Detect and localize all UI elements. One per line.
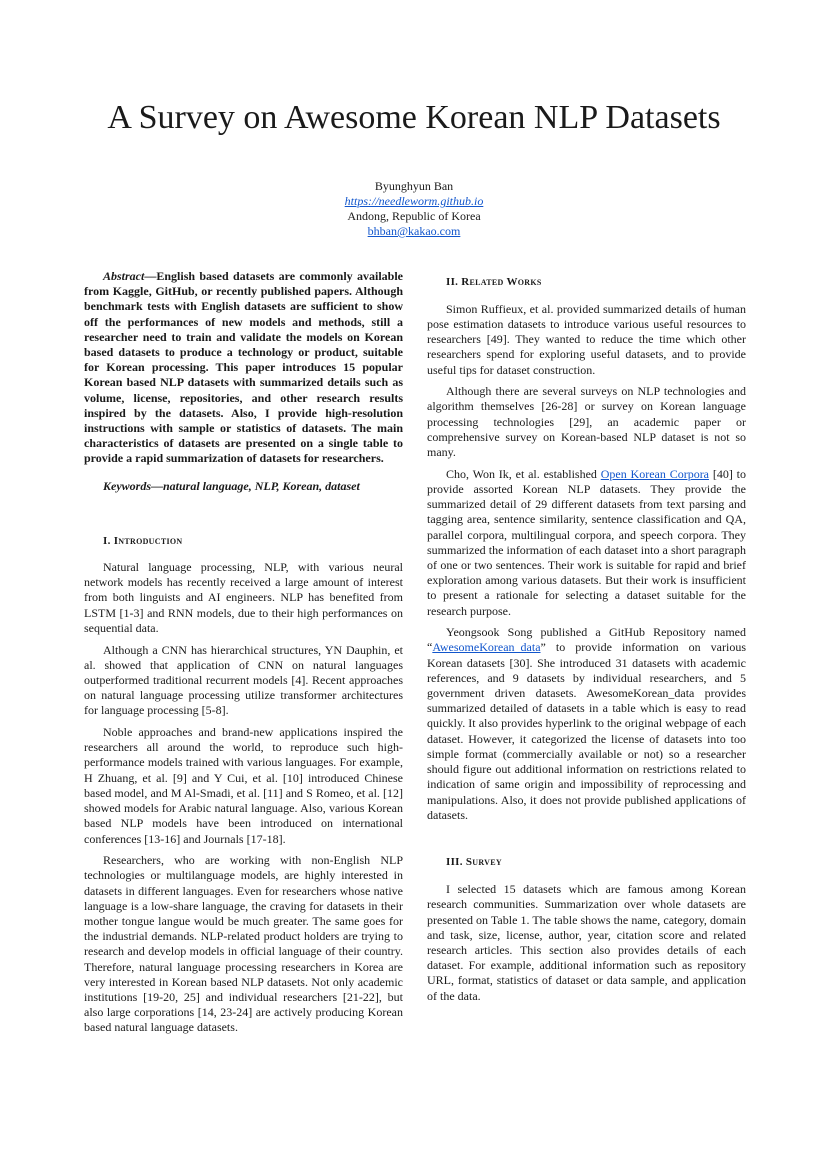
abstract-label: Abstract [103,269,145,283]
author-email-link[interactable]: bhban@kakao.com [367,224,461,238]
awesomekorean-data-link[interactable]: AwesomeKorean_data [432,640,541,655]
intro-paragraph-4: Researchers, who are working with non-English NLP technologies or multilanguage models, are highly interested in datasets in different languages. Even for researchers whose native language is a low-share language, the craving for datasets in their mother tongue langue would be much greater. The same goes for the industrial demands. NLP-related product holders are trying to research and develop models in official language of their country. Therefore, natural language processing researchers in Korea are very interested in Korean based NLP datasets. Not only academic institutions [19-20, 25] and individual researchers [21-22], but also large corporations [14, 23-24] are actively producing Korean based natural language datasets. [84,853,403,1035]
author-block [0,179,828,239]
intro-paragraph-2: Although a CNN has hierarchical structures, YN Dauphin, et al. showed that application of CNN on natural languages outperformed traditional recurrent models [4]. Recent approaches on natural language processing utilize transformer architectures for language processing [5-8]. [84,642,403,718]
paper-title: A Survey on Awesome Korean NLP Datasets [107,99,721,136]
abstract [84,269,403,467]
intro-paragraph-3: Noble approaches and brand-new applications inspired the researchers all around the world, to reproduce such high-performance models trained with various languages. For example, H Zhuang, et al. [9] and Y Cui, et al. [10] introduced Chinese based model, and M Al-Smadi, et al. [11] and S Romeo, et al. [12] showed models for Arabic natural language. Also, various Korean based NLP models have been introduced on international conferences [13-16] and Journals [17-18]. [84,725,403,846]
section-heading-introduction: I. Introduction [103,535,183,548]
related-paragraph-4: Yeongsook Song published a GitHub Repository named “AwesomeKorean_data” to provide information on various Korean datasets [30]. She introduced 31 datasets with academic references, and 9 datasets by individual researchers, and 5 government driven datasets. AwesomeKorean_data provides summarized detailed of datasets in a table which is easy to read quickly. It also provides hyperlink to the original webpage of each dataset. However, it categorized the license of datasets into too simple format (commercially available or not) so a researcher should figure out additional information on restrictions related to indication of same origin and impossibility of reprocessing and manipulations. Also, it does not provide published applications of datasets. [427,625,746,822]
related-paragraph-3: Cho, Won Ik, et al. established Open Korean Corpora [40] to provide assorted Korean NLP datasets. They provide the summarized detail of 29 different datasets from text parsing and tagging area, sentence similarity, sentence classification and QA, parallel corpora, multilingual corpora, and speech corpora. They summarized the information of each dataset into a short paragraph of one or two sentences. Their work is suitable for rapid and brief exploration among various datasets. But their work is insufficient to present a rationale for selecting a dataset suitable for the research purpose. [427,466,746,618]
author-location: Andong, Republic of Korea [347,209,481,223]
intro-paragraph-1: Natural language processing, NLP, with various neural network models has recently received a large amount of interest from both linguists and AI engineers. NLP has benefited from LSTM [1-3] and RNN models, due to their high performances on sequential data. [84,560,403,635]
open-korean-corpora-link[interactable]: Open Korean Corpora [600,466,710,481]
section-heading-related-works: II. Related Works [446,276,542,288]
left-column [84,269,403,1042]
keywords: Keywords—natural language, NLP, Korean, dataset [103,478,360,493]
survey-paragraph-1: I selected 15 datasets which are famous among Korean research communities. Summarization over whole datasets are presented on Table 1. The table shows the name, category, domain and task, size, license, author, year, citation score and related research articles. This section also provides details of each dataset. For example, additional information such as repository URL, format, statistics of dataset or data sample, and application of the data. [427,882,746,1003]
author-website-link[interactable]: https://needleworm.github.io [344,194,484,208]
related-paragraph-1: Simon Ruffieux, et al. provided summarized details of human pose estimation datasets to introduce various useful resources to researchers [49]. They wanted to reduce the time which other researchers spend for exploring useful datasets, and to provide useful tips for dataset construction. [427,301,746,377]
abstract-text: English based datasets are commonly available from Kaggle, GitHub, or recently published papers. Although benchmark tests with English datasets are sufficient to show off the performances of new models and methods, still a researcher need to train and validate the models on Korean based datasets to produce a technology or product, suitable for Korean processing. This paper introduces 15 popular Korean based NLP datasets with summarized details such as volume, license, repositories, and other research results inspired by the datasets. Also, I provide high-resolution instructions with sample or statistics of datasets. The main characteristics of datasets are presented on a single table to provide a rapid summarization of datasets for researchers. [84,269,403,466]
abstract-dash: — [144,269,157,283]
right-column [427,269,746,1010]
section-heading-survey: III. Survey [446,856,502,869]
author-name: Byunghyun Ban [374,179,454,193]
related-paragraph-2: Although there are several surveys on NLP technologies and algorithm themselves [26-28] or survey on Korean language processing technologies [29], an academic paper or comprehensive survey on Korean-based NLP dataset is not so many. [427,384,746,460]
